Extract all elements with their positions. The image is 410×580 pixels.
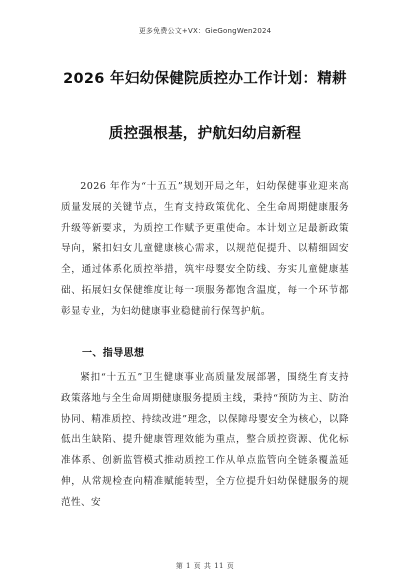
page-number-footer: 第 1 页 共 11 页 [175, 562, 235, 570]
section-heading-guiding-principle: 一、指导思想 [82, 348, 145, 359]
document-title-line2: 质控强根基，护航妇幼启新程 [108, 126, 302, 142]
document-title-line1: 2026 年妇幼保健院质控办工作计划：精耕 [63, 71, 347, 87]
intro-paragraph: 2026 年作为“十五五”规划开局之年，妇幼保健事业迎来高质量发展的关键节点，生育支持政策优化、全生命周期健康服务升级等新要求，为质控工作赋予更重使命。本计划立足最新政策导向，紧扣妇女儿童健康核心需求，以规范促提升、以精细固安全，通过体系化质控举措，筑牢母婴安全防线、夯实儿童健康基础、拓展妇女保健维度让每一项服务都饱含温度，每一个环节都彰显专业，为妇幼健康事业稳健前行保驾护航。 [61, 181, 349, 317]
header-note: 更多免费公文+VX：GieGongWen2024 [138, 27, 272, 35]
section-paragraph: 紧扣“十五五”卫生健康事业高质量发展部署，围绕生育支持政策落地与全生命周期健康服务提质主线，秉持“预防为主、防治协同、精准质控、持续改进”理念，以保障母婴安全为核心，以降低出生缺陷、提升健康管理效能为重点，整合质控资源、优化标准体系、创新监管模式推动质控工作从单点监管向全链条覆盖延伸，从常规检查向精准赋能转型，全方位提升妇幼保健服务的规范性、安 [61, 372, 349, 508]
